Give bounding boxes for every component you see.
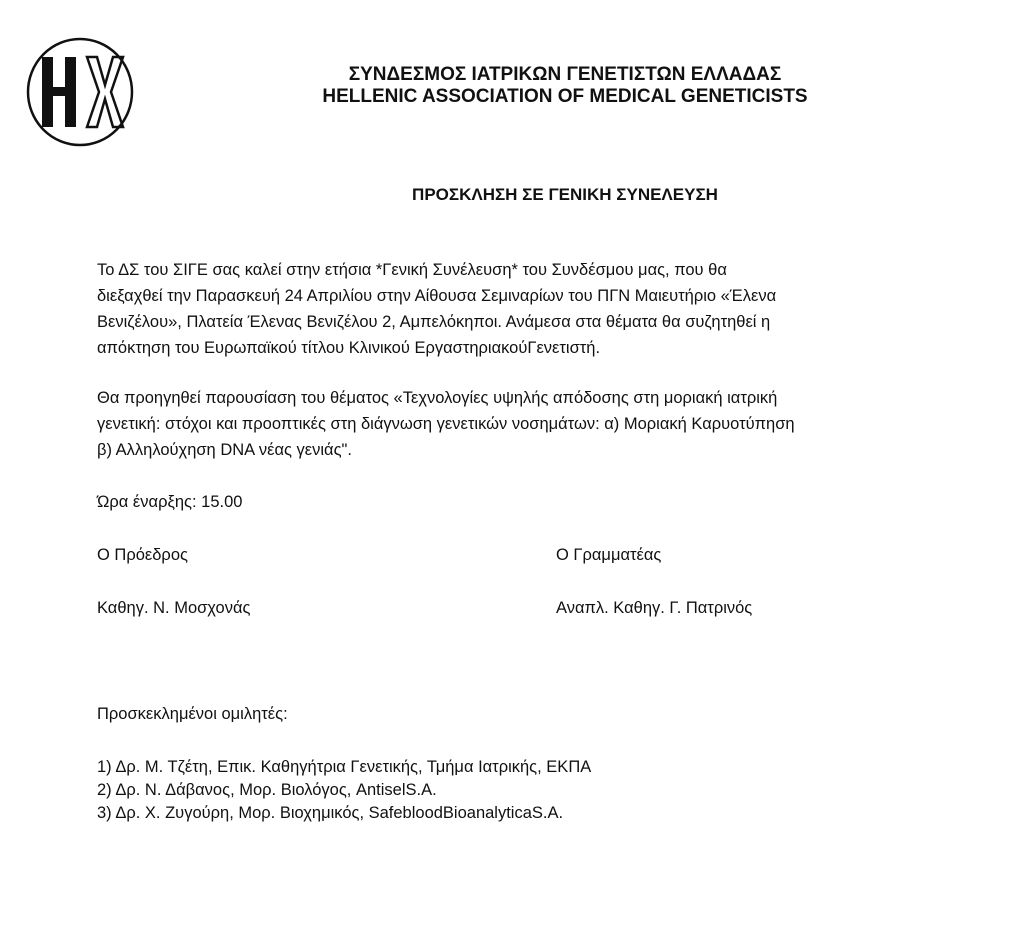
start-time: Ώρα έναρξης: 15.00 bbox=[97, 493, 243, 511]
paragraph-line: Το ΔΣ του ΣΙΓΕ σας καλεί στην ετήσια *Γενική Συνέλευση* του Συνδέσμου μας, που θα bbox=[97, 261, 727, 279]
paragraph-line: απόκτηση του Ευρωπαϊκού τίτλου Κλινικού ΕργαστηριακούΓενετιστή. bbox=[97, 339, 601, 357]
speaker-item: 2) Δρ. Ν. Δάβανος, Μορ. Βιολόγος, AntiselS.A. bbox=[97, 781, 437, 799]
speakers-list bbox=[97, 756, 977, 825]
paragraph-invitation bbox=[97, 257, 977, 361]
president-name: Καθηγ. Ν. Μοσχονάς bbox=[97, 599, 251, 617]
speaker-item: 1) Δρ. Μ. Τζέτη, Επικ. Καθηγήτρια Γενετικής, Τμήμα Ιατρικής, ΕΚΠΑ bbox=[97, 758, 592, 776]
paragraph-line: β) Αλληλούχηση DNA νέας γενιάς". bbox=[97, 441, 352, 459]
paragraph-line: Βενιζέλου», Πλατεία Έλενας Βενιζέλου 2, Αμπελόκηποι. Ανάμεσα στα θέματα θα συζητηθεί η bbox=[97, 313, 771, 331]
document-title: ΠΡΟΣΚΛΗΣΗ ΣΕ ΓΕΝΙΚΗ ΣΥΝΕΛΕΥΣΗ bbox=[412, 185, 718, 204]
paragraph-presentation bbox=[97, 385, 977, 463]
header-title-english: HELLENIC ASSOCIATION OF MEDICAL GENETICISTS bbox=[322, 86, 808, 107]
paragraph-line: διεξαχθεί την Παρασκευή 24 Απριλίου στην Αίθουσα Σεμιναρίων του ΠΓΝ Μαιευτήριο «Έλενα bbox=[97, 287, 777, 305]
president-role: Ο Πρόεδρος bbox=[97, 546, 188, 564]
secretary-name: Αναπλ. Καθηγ. Γ. Πατρινός bbox=[556, 599, 753, 617]
speaker-item: 3) Δρ. Χ. Ζυγούρη, Μορ. Βιοχημικός, SafebloodBioanalyticaS.A. bbox=[97, 804, 564, 822]
speakers-heading: Προσκεκλημένοι ομιλητές: bbox=[97, 705, 288, 723]
association-logo bbox=[25, 37, 135, 147]
paragraph-line: γενετική: στόχοι και προοπτικές στη διάγνωση γενετικών νοσημάτων: α) Μοριακή Καρυοτύπηση bbox=[97, 415, 795, 433]
paragraph-line: Θα προηγηθεί παρουσίαση του θέματος «Τεχνολογίες υψηλής απόδοσης στη μοριακή ιατρική bbox=[97, 389, 778, 407]
secretary-role: Ο Γραμματέας bbox=[556, 546, 662, 564]
header-title-greek: ΣΥΝΔΕΣΜΟΣ ΙΑΤΡΙΚΩΝ ΓΕΝΕΤΙΣΤΩΝ ΕΛΛΑΔΑΣ bbox=[348, 64, 782, 85]
